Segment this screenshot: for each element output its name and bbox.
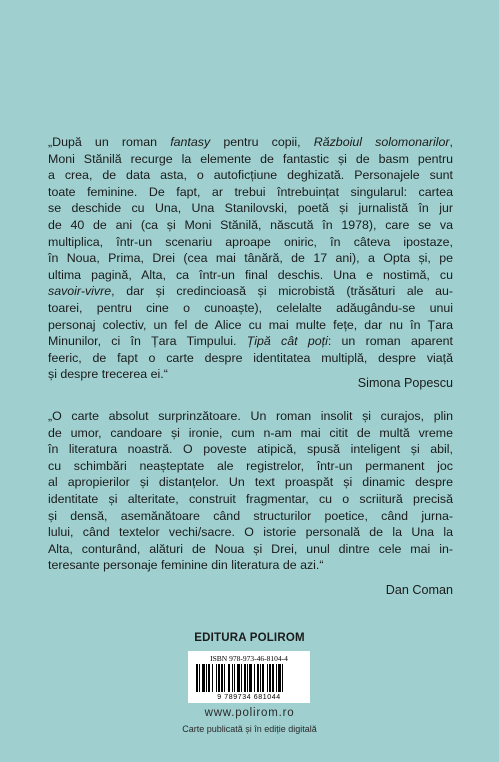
barcode-bar bbox=[272, 664, 274, 692]
barcode-bar bbox=[267, 664, 268, 692]
barcode-bar bbox=[228, 664, 230, 692]
barcode-bar bbox=[244, 664, 246, 692]
barcode-bar bbox=[249, 664, 252, 692]
isbn-text: ISBN 978-973-46-8104-4 bbox=[210, 654, 288, 663]
quote-line: al apropierilor și distanțelor. Un text proaspăt și dinamic despre bbox=[48, 475, 453, 490]
quote-line: lului, când textelor vechi/sacre. O istorie personală de la Una la bbox=[48, 525, 453, 540]
isbn-barcode bbox=[188, 651, 310, 703]
quote-line: de 40 de ani (ca și Moni Stănilă, născută în 1978), care se va bbox=[48, 217, 453, 232]
barcode-bar bbox=[241, 664, 242, 692]
quote-line: „După un roman fantasy pentru copii, Războiul solomonarilor, bbox=[48, 135, 453, 149]
quote-line: cu schimbări neașteptate ale registrelor, într-un permanent joc bbox=[48, 458, 453, 473]
barcode-bar bbox=[269, 664, 271, 692]
barcode-bar bbox=[282, 664, 283, 692]
quote-line: în Noua, Prima, Drei (cea mai tânără, de 17 ani), a Opta și, pe bbox=[48, 251, 453, 266]
quote-line: toarei, pentru cine o cunoaște), celelalte adăugându-se unui bbox=[48, 300, 453, 315]
digital-edition-note: Carte publicată și în ediție digitală bbox=[182, 724, 317, 734]
quote-line: Moni Stănilă recurge la elemente de fantastic și de basm pentru bbox=[48, 151, 453, 166]
quote-line: Minunilor, ci în Țara Timpului. Țipă cât poți: un roman aparent bbox=[48, 334, 453, 349]
barcode-bar bbox=[199, 664, 200, 692]
quote-line: în literatura noastră. O poveste atipică, spusă inteligent și abil, bbox=[48, 442, 453, 457]
barcode-bar bbox=[254, 664, 255, 692]
publisher-website: www.polirom.ro bbox=[204, 707, 295, 719]
quote-line: a crea, de data asta, o autoficțiune deghizată. Personajele sunt bbox=[48, 168, 453, 183]
barcode-bar bbox=[247, 664, 248, 692]
quote-line: Alta, conturând, alături de Noua și Drei, unul dintre cele mai in- bbox=[48, 541, 453, 556]
barcode-bar bbox=[234, 664, 235, 692]
barcode-bar bbox=[260, 664, 261, 692]
publisher-name: EDITURA POLIROM bbox=[194, 632, 305, 644]
quote-line: toate feminine. De fapt, ar trebui întrebuințat singularul: cartea bbox=[48, 184, 453, 199]
quote-line: teresante personaje feminine din literatura de azi.“ bbox=[48, 558, 324, 573]
quote-line: multiplica, într-un scenariu aproape oniric, în câteva ipostaze, bbox=[48, 234, 453, 249]
barcode-bar bbox=[206, 664, 207, 692]
quote-line: „O carte absolut surprinzătoare. Un roman insolit și curajos, plin bbox=[48, 409, 453, 423]
barcode-bar bbox=[257, 664, 259, 692]
barcode-bar bbox=[196, 664, 198, 692]
barcode-bar bbox=[212, 664, 213, 692]
barcode-bar bbox=[278, 664, 281, 692]
quote-author-dan-coman: Dan Coman bbox=[385, 583, 453, 597]
quote-line: și densă, asemănătoare când structurilor poetice, când jurna- bbox=[48, 508, 453, 523]
quote-simona-popescu bbox=[48, 134, 453, 383]
quote-line: se deschide cu Una, Una Stanilovski, poetă și jurnalistă în jur bbox=[48, 201, 453, 216]
quote-line: savoir-vivre, dar și credincioasă și microbistă (trăsături ale au- bbox=[48, 284, 453, 299]
barcode-bar bbox=[276, 664, 277, 692]
barcode-bar bbox=[232, 664, 233, 692]
quote-line: personaj colectiv, un fel de Alice cu mai multe fețe, dar nu în Țara bbox=[48, 317, 453, 332]
quote-line: identitate și alteritate, construit fragmentar, cu o scriitură precisă bbox=[48, 491, 453, 506]
barcode-bar bbox=[221, 664, 223, 692]
barcode-number: 9 789734 681044 bbox=[217, 694, 281, 701]
barcode-bar bbox=[216, 664, 217, 692]
barcode-bar bbox=[224, 664, 225, 692]
quote-line: ultima pagină, Alta, ca într-un final deschis. Una e nostimă, cu bbox=[48, 267, 453, 282]
barcode-bar bbox=[237, 664, 240, 692]
quote-line: și despre trecerea ei.“ bbox=[48, 367, 168, 382]
quote-line: feeric, de fapt o carte despre identitatea multiplă, despre viață bbox=[48, 350, 453, 365]
barcode-bars bbox=[196, 664, 302, 692]
barcode-bar bbox=[202, 664, 205, 692]
quote-line: de umor, candoare și ironie, cum n-am mai citit de multă vreme bbox=[48, 425, 453, 440]
barcode-bar bbox=[208, 664, 210, 692]
quote-dan-coman bbox=[48, 408, 453, 574]
quote-author-simona-popescu: Simona Popescu bbox=[357, 376, 453, 390]
barcode-bar bbox=[218, 664, 220, 692]
barcode-bar bbox=[262, 664, 264, 692]
